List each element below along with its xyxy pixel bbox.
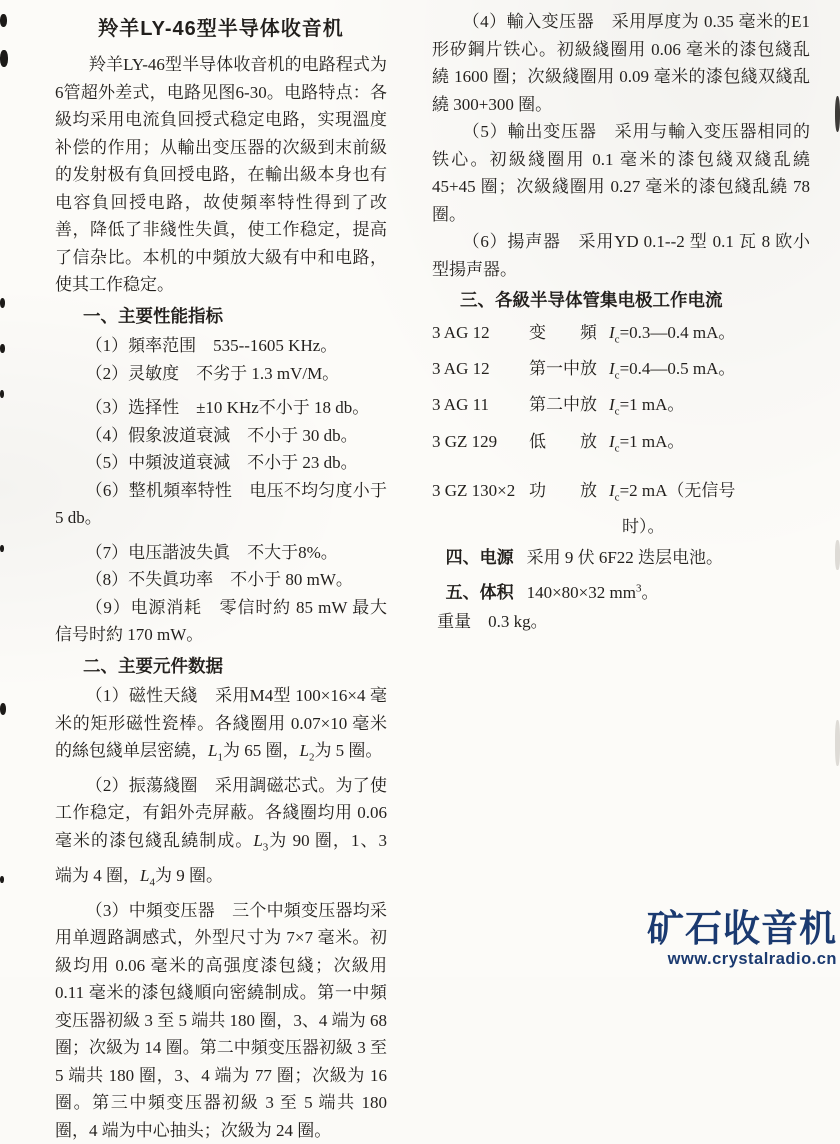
collector-current: $I_c=0.4—0.5$ mA。 xyxy=(609,358,736,382)
scan-smudge xyxy=(835,720,840,766)
component-item-oscillator-coil: （2）振蕩綫圈 采用調磁芯式。为了使工作稳定，有鋁外壳屏蔽。各綫圈均用 0.06 毫米的漆包綫乱繞制成。$L_3$为 90 圈，1、3 端为 4 圈，$L_4$为 9 圈。 xyxy=(55,775,388,889)
section4-power-supply xyxy=(432,543,810,572)
section5-text: 140×80×32 $mm^3$。 xyxy=(526,582,659,603)
watermark-logo: 矿石收音机 xyxy=(647,908,837,949)
scan-artifact xyxy=(0,545,4,552)
component-item-if-transformer: （3）中頻变压器 三个中頻变压器均采用单週路調感式，外型尺寸为 7×7 毫米。初級均用 0.06 毫米的高强度漆包綫；次級用 0.11 毫米的漆包綫順向密繞制成。第一中頻变压器初級 3 至 5 端共 180 圈，3、4 端为 68 圈；次級为 14 圈。第二中頻变压器初級 3 至 5 端共 180 圈，3、4 端为 77 圈；次級为 16 圈。第三中頻变压器初級 3 至 5 端共 180 圈，4 端为中心抽头；次級为 24 圈。 xyxy=(55,900,387,1140)
collector-current-wrap: 时）。 xyxy=(622,517,665,537)
table-row xyxy=(432,318,810,354)
spec-item-distortion: （7）电压諧波失眞 不大于8%。 xyxy=(85,542,338,562)
section5-heading: 五、体积 xyxy=(445,583,514,603)
tube-model: 3 GZ 129 xyxy=(432,431,498,451)
scan-artifact xyxy=(835,96,840,132)
section4-heading: 四、电源 xyxy=(445,548,514,568)
component-item-antenna: （1）磁性天綫 采用M4型 100×16×4 毫米的矩形磁性瓷棒。各綫圈用 0.07×10 毫米的絲包綫单层密繞，$L_1$为 65 圈，$L_2$为 5 圈。 xyxy=(55,686,387,764)
page-title: 羚羊LY-46型半导体收音机 xyxy=(98,18,344,40)
scan-artifact xyxy=(0,703,6,715)
scan-smudge xyxy=(835,540,840,570)
tube-model: 3 AG 12 xyxy=(432,322,490,342)
stage-label: 第二中放 xyxy=(529,395,597,415)
spec-item-sensitivity: （2）灵敏度 不劣于 1.3 mV/M。 xyxy=(85,363,340,383)
collector-current: $I_c=2$ mA（无信号 xyxy=(609,481,736,504)
tube-model: 3 GZ 130×2 xyxy=(432,481,516,501)
watermark xyxy=(647,909,837,969)
table-row xyxy=(432,390,810,426)
collector-current: $I_c=1$ mA。 xyxy=(609,395,685,418)
stage-label: 第一中放 xyxy=(529,358,597,378)
table-row xyxy=(432,354,810,390)
watermark-url: www.crystalradio.cn xyxy=(667,950,837,968)
spec-item-frequency-response: （6）整机頻率特性 电压不均匀度小于5 db。 xyxy=(55,480,387,527)
spec-item-if-rejection: （5）中頻波道衰減 不小于 23 db。 xyxy=(85,453,358,472)
scan-artifact xyxy=(0,876,4,883)
right-column xyxy=(432,8,810,636)
component-item-input-transformer: （4）輸入变压器 采用厚度为 0.35 毫米的E1形矽鋼片铁心。初級綫圈用 0.06 毫米的漆包綫乱繞 1600 圈；次級綫圈用 0.09 毫米的漆包綫双綫乱繞 300+300 圈。 xyxy=(432,12,810,114)
scan-artifact xyxy=(0,14,7,27)
section3-heading: 三、各級半导体管集电极工作电流 xyxy=(460,290,723,310)
collector-current-table xyxy=(432,318,810,542)
table-row xyxy=(432,476,810,512)
left-column xyxy=(55,8,387,1144)
collector-current: $I_c=1$ mA。 xyxy=(609,431,685,455)
scan-artifact xyxy=(0,344,5,353)
spec-item-power-consumption: （9）电源消耗 零信时約 85 mW 最大信号时約 170 mW。 xyxy=(55,597,387,644)
stage-label: 低 放 xyxy=(529,431,597,451)
weight-line: 重量 0.3 kg。 xyxy=(437,612,548,632)
tube-model: 3 AG 12 xyxy=(432,358,490,378)
spec-item-frequency-range: （1）頻率范围 535--1605 KHz。 xyxy=(85,336,338,355)
scan-artifact xyxy=(0,298,5,308)
table-row xyxy=(432,427,810,463)
stage-label: 功 放 xyxy=(529,481,597,501)
spec-item-selectivity: （3）选择性 ±10 KHz不小于 18 db。 xyxy=(85,398,370,417)
section4-text: 采用 9 伏 6F22 迭层电池。 xyxy=(526,548,724,568)
component-item-output-transformer: （5）輸出变压器 采用与輸入变压器相同的铁心。初級綫圈用 0.1 毫米的漆包綫双綫乱繞 45+45 圈；次級綫圈用 0.27 毫米的漆包綫乱繞 78 圈。 xyxy=(432,122,810,224)
intro-paragraph: 羚羊LY-46型半导体收音机的电路程式为6管超外差式，电路见图6-30。电路特点：各級均采用电流負回授式稳定电路，实現溫度补偿的作用；从輸出变压器的次級到末前級的发射极有負回授电路，在輸出級本身也有电容負回授电路，故使頻率特性得到了改善，降低了非綫性失眞，使工作稳定，提高了信杂比。本机的中頻放大級有中和电路，使其工作稳定。 xyxy=(55,55,387,294)
tube-model: 3 AG 11 xyxy=(432,395,489,415)
spec-item-output-power: （8）不失眞功率 不小于 80 mW。 xyxy=(85,570,353,589)
section2-heading: 二、主要元件数据 xyxy=(83,655,223,676)
spec-item-image-rejection: （4）假象波道衰減 不小于 30 db。 xyxy=(85,425,358,445)
section5-volume xyxy=(432,574,810,607)
scan-artifact xyxy=(0,390,4,398)
collector-current: $I_c=0.3—0.4$ mA。 xyxy=(609,322,736,345)
component-item-speaker: （6）揚声器 采用YD 0.1--2 型 0.1 瓦 8 欧小型揚声器。 xyxy=(432,232,810,279)
scan-artifact xyxy=(0,50,8,67)
stage-label: 变 頻 xyxy=(529,322,597,342)
section1-heading: 一、主要性能指标 xyxy=(83,305,223,326)
